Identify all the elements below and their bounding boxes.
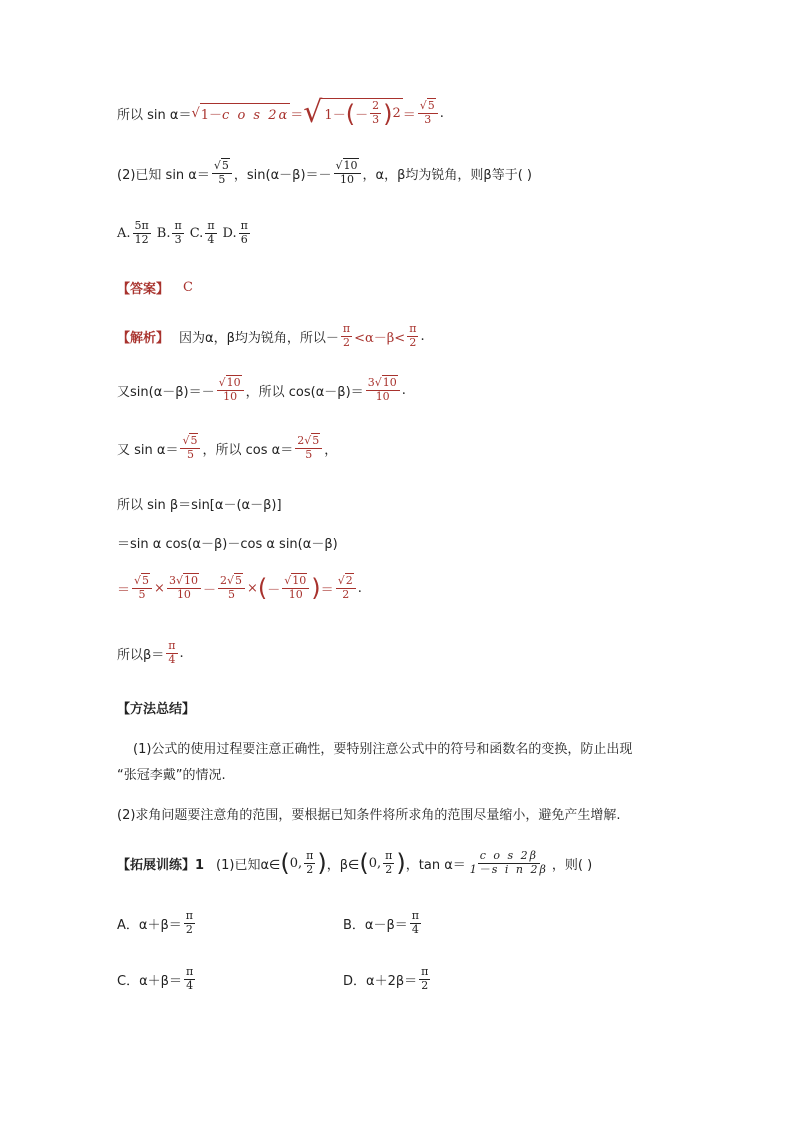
option-a — [117, 910, 197, 936]
text: . — [357, 580, 362, 596]
fraction — [180, 435, 200, 461]
text: － — [202, 582, 216, 598]
method-p1 — [133, 738, 632, 757]
numerator: 3√10 — [167, 575, 201, 589]
numerator: π — [306, 849, 314, 862]
paren: ) — [396, 849, 406, 878]
numerator: π — [421, 965, 429, 978]
text: 2 — [345, 574, 353, 587]
paren: ( — [257, 574, 268, 603]
denominator: 10 — [223, 389, 238, 403]
answer-label: 【答案】 — [117, 282, 170, 297]
numerator: √5 — [418, 100, 438, 114]
fraction — [167, 575, 201, 601]
sqrt-body — [200, 103, 291, 123]
denominator: 5 — [218, 172, 226, 186]
paren: ( — [280, 849, 290, 878]
text: 10 — [226, 376, 241, 389]
option-b — [343, 910, 423, 936]
numerator: √5 — [180, 435, 200, 449]
text: 1－ — [324, 108, 346, 123]
denominator: 12 — [134, 232, 149, 246]
big-sqrt — [303, 95, 402, 130]
denominator: 4 — [411, 922, 419, 936]
fraction — [132, 575, 152, 601]
fraction — [418, 100, 438, 126]
method-p2 — [117, 804, 621, 823]
method-p1-cont — [117, 764, 226, 783]
text: . — [401, 382, 406, 398]
numerator: π — [411, 909, 420, 922]
denominator: 10 — [288, 587, 303, 601]
line-cos-alpha — [117, 435, 337, 461]
paren: ) — [383, 99, 393, 128]
numerator: π — [168, 639, 176, 652]
text: (2)求角问题要注意角的范围，要根据已知条件将所求角的范围尽量缩小，避免产生增解. — [117, 808, 621, 823]
text: 5 — [427, 98, 435, 112]
line-expansion — [117, 533, 338, 552]
text: ，则( ) — [551, 857, 593, 873]
paren: ) — [311, 574, 321, 603]
fraction — [304, 850, 315, 876]
fraction — [205, 220, 216, 246]
text: 所以 sin α＝ — [117, 107, 192, 123]
text: . — [439, 105, 444, 121]
text: ， — [324, 442, 338, 458]
denominator: 2 — [185, 922, 193, 936]
numerator: 3√10 — [366, 377, 400, 391]
text: × — [246, 580, 258, 596]
text: ，α，β均为锐角，则β等于( ) — [362, 167, 532, 183]
fraction — [383, 850, 394, 876]
section-label: 【拓展训练】1 — [117, 857, 205, 873]
text: ＝ — [290, 107, 304, 123]
sqrt-body — [322, 98, 402, 128]
text: 2 — [219, 574, 227, 587]
denominator: 4 — [168, 652, 176, 666]
text: 5 — [142, 574, 150, 587]
extension-question — [117, 850, 592, 876]
text: 0, — [289, 855, 303, 871]
numerator: π — [174, 219, 182, 232]
text: 2 — [392, 106, 401, 121]
numerator: 2√5 — [295, 435, 322, 449]
text: 10 — [343, 159, 358, 172]
denominator: 2 — [409, 335, 417, 349]
numerator: π — [385, 849, 393, 862]
numerator: √5 — [132, 575, 152, 589]
denominator: 1－s i n 2β — [469, 862, 548, 876]
section-title: 【方法总结】 — [117, 702, 196, 717]
text: 因为α，β均为锐角，所以－ — [179, 330, 339, 346]
numerator: 2 — [372, 99, 380, 113]
denominator: 2 — [343, 335, 350, 349]
text: (1)已知α∈ — [216, 857, 281, 873]
denominator: 2 — [385, 862, 393, 876]
fraction — [407, 323, 418, 349]
denominator: 10 — [340, 172, 355, 186]
text: ，tan α＝ — [405, 857, 466, 873]
denominator: 3 — [174, 232, 182, 246]
option-label: B. — [156, 225, 171, 241]
method-title — [117, 698, 195, 717]
fraction — [468, 850, 550, 876]
denominator: 2 — [421, 978, 429, 992]
denominator: 3 — [424, 112, 432, 126]
answer-line — [117, 278, 193, 297]
option-d — [343, 966, 432, 992]
text: ，sin(α－β)＝－ — [233, 167, 332, 183]
line-sin-alpha — [117, 95, 444, 130]
text: 5 — [221, 159, 229, 172]
line-sin-beta — [117, 494, 282, 513]
fraction — [366, 377, 400, 403]
text: (2)已知 sin α＝ — [117, 167, 210, 183]
denominator: 4 — [207, 232, 215, 246]
question-2 — [117, 160, 532, 186]
denominator: 5 — [305, 447, 313, 461]
analysis-line — [117, 323, 425, 349]
text: 1－ — [200, 108, 223, 123]
sqrt-icon: √ — [191, 105, 200, 121]
text: 所以 sin β＝sin[α－(α－β)] — [117, 498, 282, 513]
line-cos-alpha-minus-beta — [117, 377, 406, 403]
fraction — [239, 220, 250, 246]
option-label: D. — [222, 225, 237, 241]
fraction — [166, 640, 177, 666]
numerator: π — [240, 219, 248, 232]
paren: ( — [359, 849, 369, 878]
fraction — [184, 966, 195, 992]
paren: ( — [345, 99, 356, 128]
numerator: π — [342, 322, 351, 335]
text: ＝ — [402, 107, 416, 123]
text: ＝sin α cos(α－β)－cos α sin(α－β) — [117, 537, 338, 552]
text: 5 — [190, 434, 198, 447]
text: × — [154, 580, 165, 596]
numerator: π — [185, 965, 194, 978]
text: . — [420, 328, 425, 344]
numerator: √5 — [212, 160, 232, 174]
fraction — [133, 220, 151, 246]
option-label: B．α－β＝ — [343, 917, 408, 933]
line-beta-result — [117, 640, 184, 666]
numerator: 2√5 — [218, 575, 245, 589]
fraction — [295, 435, 322, 461]
text: 5 — [312, 434, 320, 447]
fraction — [217, 377, 244, 403]
analysis-label: 【解析】 — [117, 330, 170, 346]
text: (1)公式的使用过程要注意正确性，要特别注意公式中的符号和函数名的变换，防止出现 — [133, 742, 633, 757]
fraction — [172, 220, 183, 246]
text: － — [355, 108, 369, 123]
numerator: √10 — [217, 377, 244, 391]
sqrt-icon: √ — [303, 95, 323, 130]
fraction — [410, 910, 421, 936]
denominator: 6 — [240, 232, 248, 246]
fraction — [334, 160, 361, 186]
denominator: 10 — [375, 389, 390, 403]
text: 3 — [168, 574, 176, 587]
denominator: 5 — [186, 447, 194, 461]
text: 0, — [368, 855, 382, 871]
text: c o s 2α — [222, 108, 290, 123]
denominator: 5 — [138, 587, 146, 601]
fraction — [184, 910, 195, 936]
text: 10 — [183, 574, 198, 587]
choices-row — [117, 220, 252, 246]
option-label: D．α＋2β＝ — [343, 973, 418, 989]
text: . — [179, 645, 184, 661]
fraction — [212, 160, 232, 186]
fraction — [282, 575, 309, 601]
numerator: π — [207, 219, 215, 232]
text: 2 — [297, 434, 305, 447]
fraction — [336, 575, 356, 601]
denominator: 5 — [227, 587, 235, 601]
denominator: 2 — [342, 587, 350, 601]
paren: ) — [317, 849, 327, 878]
text: ，所以 cos(α－β)＝ — [245, 384, 364, 400]
text: 所以β＝ — [117, 647, 165, 663]
text: － — [267, 582, 281, 598]
fraction — [419, 966, 430, 992]
text: 又sin(α－β)＝－ — [117, 384, 215, 400]
numerator: π — [185, 909, 193, 922]
denominator: 10 — [176, 587, 191, 601]
text: ，所以 cos α＝ — [202, 442, 294, 458]
text: “张冠李戴”的情况. — [117, 768, 226, 783]
option-label: A．α＋β＝ — [117, 917, 182, 933]
text: ＝ — [117, 582, 131, 598]
text: 10 — [292, 574, 307, 587]
numerator: √10 — [334, 160, 361, 174]
fraction — [341, 323, 352, 349]
line-calculation — [117, 575, 362, 601]
fraction — [370, 100, 381, 126]
option-label: C. — [189, 225, 204, 241]
answer-value: C — [183, 280, 193, 295]
numerator: √2 — [336, 575, 356, 589]
denominator: 3 — [372, 113, 380, 126]
fraction — [218, 575, 245, 601]
text: 5 — [234, 574, 242, 587]
option-label: A. — [117, 225, 131, 241]
denominator: 2 — [306, 862, 314, 876]
numerator: √10 — [282, 575, 309, 589]
text: <α－β< — [354, 330, 406, 346]
denominator: 4 — [186, 978, 194, 992]
text: 3 — [367, 376, 375, 389]
text: ＝ — [320, 582, 334, 598]
option-c — [117, 966, 197, 992]
option-label: C．α＋β＝ — [117, 973, 182, 989]
numerator: 5π — [134, 219, 149, 232]
text: ，β∈ — [326, 857, 360, 873]
numerator: π — [409, 322, 417, 335]
numerator: c o s 2β — [479, 849, 538, 862]
text: 10 — [382, 376, 397, 389]
text: 又 sin α＝ — [117, 442, 179, 458]
